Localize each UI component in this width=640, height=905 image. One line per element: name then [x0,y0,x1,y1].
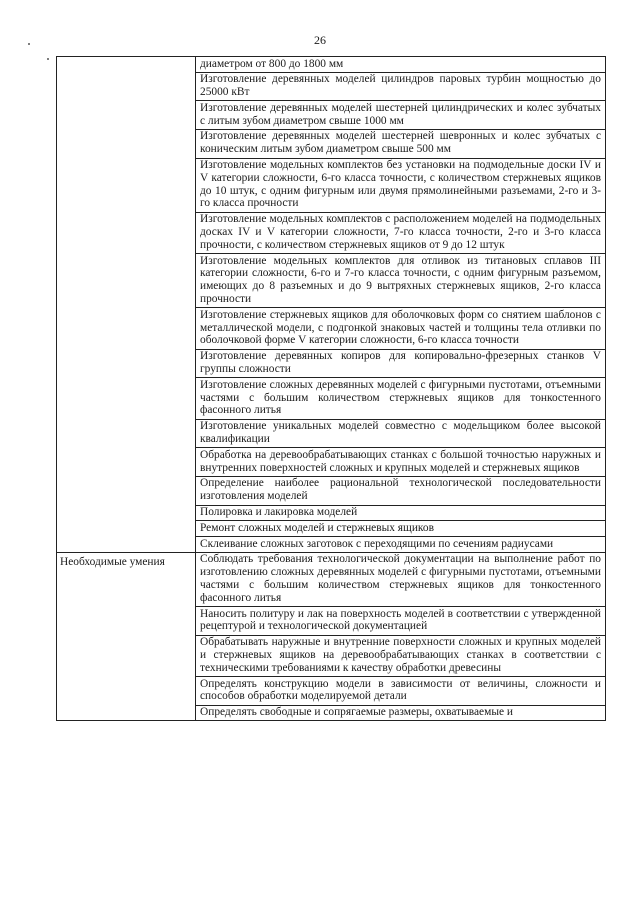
table-group [56,57,606,552]
group-items [196,57,606,552]
group-items [196,552,606,721]
table-cell: Изготовление модельных комплектов без установки на подмодельные доски IV и V категории сложности, 6-го класса точности, с количеством стержневых ящиков до 10 штук, с одним фигурным или двумя прямолинейными разъемами, 2-го и 3-го класса прочности [196,159,605,213]
table-cell: Изготовление деревянных моделей шестерней шевронных и колес зубчатых с коническим литым зубом диаметром свыше 500 мм [196,130,605,159]
table-cell: Изготовление модельных комплектов для отливок из титановых сплавов III категории сложности, 6-го и 7-го класса точности, с одним фигурным разъемом, имеющих до 8 разъемных и до 9 вытряхных стержневых ящиков, 2-го класса прочности [196,254,605,308]
group-label [56,57,196,552]
table-cell: Обработка на деревообрабатывающих станках с большой точностью наружных и внутренних поверхностей сложных и крупных моделей и стержневых ящиков [196,448,605,477]
table-cell: Наносить политуру и лак на поверхность моделей в соответствии с утвержденной рецептурой и технологической документацией [196,607,605,636]
table-cell: Определять конструкцию модели в зависимости от величины, сложности и способов обработки моделируемой детали [196,677,605,706]
table-cell: Изготовление модельных комплектов с расположением моделей на подмодельных досках IV и V категории сложности, 7-го класса точности, 2-го и 3-го класса прочности, с количеством стержневых ящиков от 9 до 12 штук [196,213,605,254]
table-cell: Склеивание сложных заготовок с переходящими по сечениям радиусами [200,537,554,550]
table-group [56,552,606,721]
table-cell: Обрабатывать наружные и внутренние поверхности сложных и крупных моделей и стержневых ящиков на деревообрабатывающих станках в соответствии с техническими требованиями к качеству обработки древесины [196,636,605,677]
table-body [56,57,606,720]
table-cell: Изготовление деревянных копиров для копировально-фрезерных станков V группы сложности [196,350,605,379]
table-cell: Полировка и лакировка моделей [196,506,605,522]
table-cell: Изготовление деревянных моделей шестерней цилиндрических и колес зубчатых с литым зубом диаметром свыше 1000 мм [196,101,605,130]
table-cell: Изготовление сложных деревянных моделей с фигурными пустотами, отъемными частями с большим количеством стержневых ящиков для тонкостенного фасонного литья [196,378,605,419]
table-cell: Определять свободные и сопрягаемые размеры, охватываемые и [200,706,513,719]
scan-speck [47,58,49,60]
skills-table [56,56,606,721]
table-cell: Определение наиболее рациональной технологической последовательности изготовления моделей [196,477,605,506]
page-number: 26 [314,33,326,47]
table-cell: Ремонт сложных моделей и стержневых ящиков [196,521,605,537]
table-cell: Изготовление деревянных моделей цилиндров паровых турбин мощностью до 25000 кВт [196,73,605,102]
table-cell: диаметром от 800 до 1800 мм [196,57,605,73]
group-label: Необходимые умения [56,552,196,721]
table-cell: Изготовление стержневых ящиков для оболочковых форм со снятием шаблонов с металлической модели, с подгонкой знаковых частей и толщины тела отливки по оболочковой форме V категории сложности, 6-го класса точности [196,308,605,349]
table-cell: Изготовление уникальных моделей совместно с модельщиком более высокой квалификации [196,420,605,449]
table-cell: Соблюдать требования технологической документации на выполнение работ по изготовлению сложных деревянных моделей с фигурными пустотами, отъемными частями с большим количеством стержневых ящиков для тонкостенного фасонного литья [196,553,605,607]
